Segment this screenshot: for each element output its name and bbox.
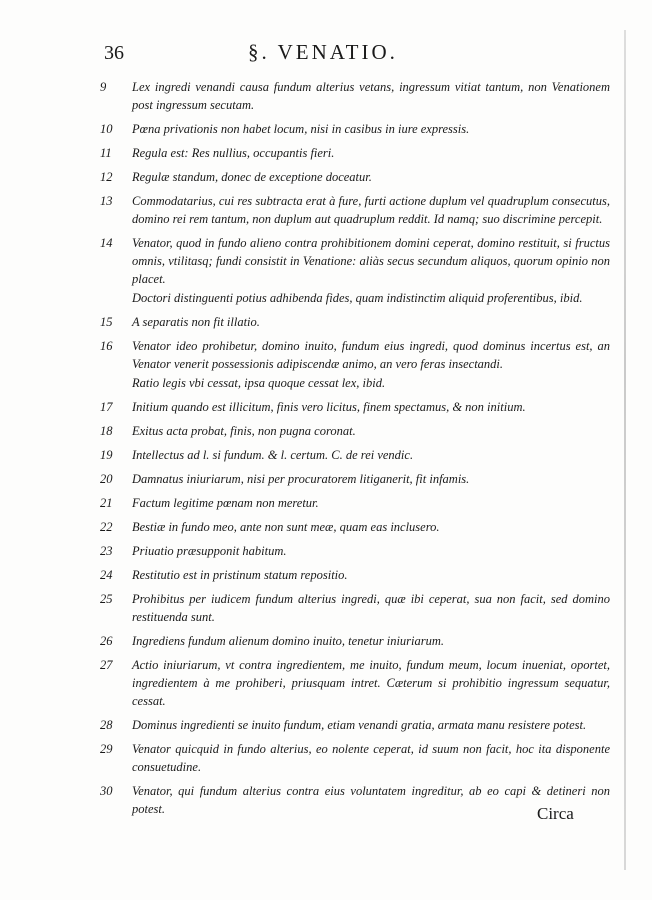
entry-number: 29 (100, 742, 113, 756)
summary-entry (100, 78, 610, 114)
entry-text: Factum legitime pœnam non meretur. (132, 496, 319, 510)
entry-subnote: Doctori distinguenti potius adhibenda fides, quam indistinctim aliquid proferentibus, ibid. (132, 291, 583, 305)
summary-entry (100, 313, 610, 331)
summary-entry (100, 518, 610, 536)
entry-text: Prohibitus per iudicem fundum alterius ingredi, quæ ibi ceperat, sua non facit, sed domino restituenda sunt. (132, 592, 610, 624)
entry-number: 15 (100, 315, 113, 329)
entry-text: Lex ingredi venandi causa fundum alterius vetans, ingressum vitiat tantum, non Venationem post ingressum secutam. (132, 80, 610, 112)
summary-entry (100, 656, 610, 710)
summary-entry (100, 168, 610, 186)
entry-text: Exitus acta probat, finis, non pugna coronat. (132, 424, 356, 438)
summary-entry (100, 120, 610, 138)
entry-text: Restitutio est in pristinum statum repositio. (132, 568, 348, 582)
summary-entry (100, 590, 610, 626)
summary-entry (100, 144, 610, 162)
entry-text: Regula est: Res nullius, occupantis fieri. (132, 146, 335, 160)
entry-number: 12 (100, 170, 113, 184)
entry-number: 19 (100, 448, 113, 462)
entry-number: 14 (100, 236, 113, 250)
entry-number: 18 (100, 424, 113, 438)
running-title: §. VENATIO. (248, 40, 398, 64)
entry-text: Intellectus ad l. si fundum. & l. certum. C. de rei vendic. (132, 448, 414, 462)
entry-number: 30 (100, 784, 113, 798)
entry-text: Venator quicquid in fundo alterius, eo nolente ceperat, id suum non facit, hoc ita disponente consuetudine. (132, 742, 610, 774)
entry-text: Priuatio præsupponit habitum. (132, 544, 287, 558)
entry-number: 24 (100, 568, 113, 582)
page-header (104, 40, 614, 70)
summary-entry (100, 542, 610, 560)
summary-entry (100, 632, 610, 650)
summary-list (100, 78, 610, 824)
summary-entry (100, 782, 610, 818)
summary-entry (100, 446, 610, 464)
summary-entry (100, 566, 610, 584)
entry-number: 27 (100, 658, 113, 672)
summary-entry (100, 470, 610, 488)
entry-number: 10 (100, 122, 113, 136)
summary-entry (100, 716, 610, 734)
summary-entry (100, 398, 610, 416)
summary-entry (100, 192, 610, 228)
summary-entry (100, 234, 610, 307)
entry-text: Venator, qui fundum alterius contra eius voluntatem ingreditur, ab eo capi & detineri non potest. (132, 784, 610, 816)
page-number: 36 (104, 42, 124, 64)
entry-number: 21 (100, 496, 113, 510)
entry-text: A separatis non fit illatio. (132, 315, 260, 329)
entry-text: Regulæ standum, donec de exceptione doceatur. (132, 170, 372, 184)
entry-number: 13 (100, 194, 113, 208)
summary-entry (100, 422, 610, 440)
entry-number: 28 (100, 718, 113, 732)
entry-text: Ingrediens fundum alienum domino inuito, tenetur iniuriarum. (132, 634, 445, 648)
entry-number: 26 (100, 634, 113, 648)
summary-entry (100, 494, 610, 512)
summary-entry (100, 740, 610, 776)
entry-text: Initium quando est illicitum, finis vero licitus, finem spectamus, & non initium. (132, 400, 526, 414)
entry-text: Pœna privationis non habet locum, nisi in casibus in iure expressis. (132, 122, 470, 136)
entry-text: Actio iniuriarum, vt contra ingredientem, me inuito, fundum meum, locum inueniat, oportet, ingredientem à me prohiberi, priusquam intret. Cæterum si prohibitio ingressum sequatur, cessat. (132, 658, 610, 708)
entry-number: 11 (100, 146, 112, 160)
entry-number: 20 (100, 472, 113, 486)
page-gutter-shadow (624, 30, 626, 870)
entry-subnote: Ratio legis vbi cessat, ipsa quoque cessat lex, ibid. (132, 376, 386, 390)
entry-number: 17 (100, 400, 113, 414)
entry-text: Venator ideo prohibetur, domino inuito, fundum eius ingredi, quod dominus incertus est, an Venator venerit possessionis adipiscendæ animo, an vero feras insectandi. (132, 339, 610, 371)
catchword: Circa (537, 804, 574, 823)
entry-text: Bestiæ in fundo meo, ante non sunt meæ, quam eas inclusero. (132, 520, 440, 534)
entry-number: 22 (100, 520, 113, 534)
entry-number: 23 (100, 544, 113, 558)
summary-entry (100, 337, 610, 392)
entry-text: Dominus ingredienti se inuito fundum, etiam venandi gratia, armata manu resistere potest. (132, 718, 587, 732)
entry-text: Damnatus iniuriarum, nisi per procuratorem litiganerit, fit infamis. (132, 472, 470, 486)
entry-text: Venator, quod in fundo alieno contra prohibitionem domini ceperat, domino restituit, si fructus omnis, vtilitasq; fundi consistit in Venatione: aliàs secus secundum aliquos, quorum opinio non placet. (132, 236, 610, 286)
entry-text: Commodatarius, cui res subtracta erat à fure, furti actione duplum vel quadruplum consecutus, domino rei rem tantum, non duplum aut quadruplum reddit. Id namq; suo discrimine percepit. (132, 194, 610, 226)
entry-number: 9 (100, 80, 107, 94)
entry-number: 25 (100, 592, 113, 606)
entry-number: 16 (100, 339, 113, 353)
